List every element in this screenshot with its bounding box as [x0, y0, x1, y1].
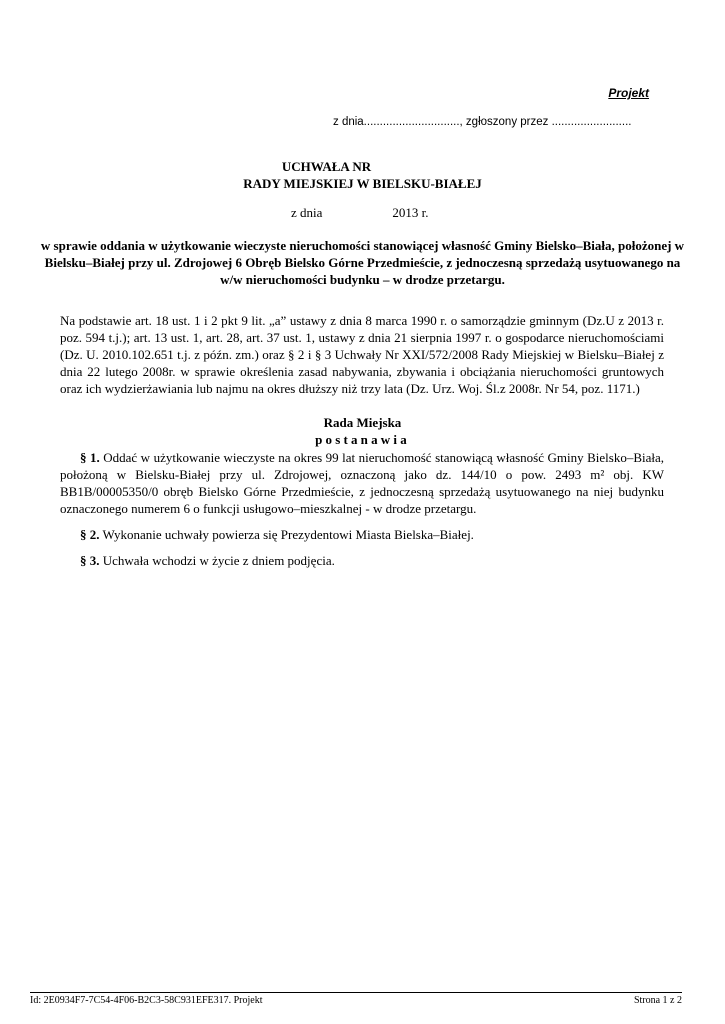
resolution-subject: w sprawie oddania w użytkowanie wieczyste nieruchomości stanowiącej własność Gminy Bielsko–Biała, położonej w Bielsku–Białej przy ul. Zdrojowej 6 Obręb Bielsko Górne Przedmieście, z jednoczesną sprzedażą usytuowanego na w/w nieruchomości budynku – w drodze przetargu. [40, 238, 685, 287]
resolution-number: UCHWAŁA NR [281, 159, 372, 174]
council-name: Rada Miejska [323, 415, 402, 430]
resolution-date [291, 205, 429, 221]
section-2-label: § 2. [80, 527, 100, 542]
resolution-heading [0, 158, 725, 192]
section-1-label: § 1. [80, 450, 100, 465]
date-prefix: z dnia [291, 205, 323, 220]
resolves-word: postanawia [315, 432, 410, 447]
resolution-sections [60, 449, 664, 578]
section-3-label: § 3. [80, 553, 100, 568]
section-3 [60, 552, 664, 569]
council-title: RADY MIEJSKIEJ W BIELSKU-BIAŁEJ [243, 176, 482, 191]
section-3-text: Uchwała wchodzi w życie z dniem podjęcia. [99, 553, 335, 568]
section-1 [60, 449, 664, 517]
date-year: 2013 r. [392, 205, 429, 220]
section-2 [60, 526, 664, 543]
footer-divider [30, 992, 682, 993]
page-number: Strona 1 z 2 [633, 995, 682, 1006]
document-id: Id: 2E0934F7-7C54-4F06-B2C3-58C931EFE317. Projekt [30, 995, 263, 1006]
submission-line: z dnia.............................., zgłoszony przez ......................... [333, 116, 632, 128]
legal-basis: Na podstawie art. 18 ust. 1 i 2 pkt 9 lit. „a” ustawy z dnia 8 marca 1990 r. o samorządzie gminnym (Dz.U z 2013 r. poz. 594 t.j.); art. 13 ust. 1, art. 28, art. 37 ust. 1, ustawy z dnia 21 sierpnia 1997 r. o gospodarce nieruchomościami (Dz. U. 2010.102.651 t.j. z późn. zm.) oraz § 2 i § 3 Uchwały Nr XXI/572/2008 Rady Miejskiej w Bielsku–Białej z dnia 22 lutego 2008r. w sprawie określenia zasad nabywania, zbywania i obciążania nieruchomości gruntowych oraz ich wydzierżawiania lub najmu na okres dłuższy niż trzy lata (Dz. Urz. Woj. Śl.z 2008r. Nr 54, poz. 1171.) [60, 313, 664, 396]
section-2-text: Wykonanie uchwały powierza się Prezydentowi Miasta Bielska–Białej. [99, 527, 474, 542]
section-1-text: Oddać w użytkowanie wieczyste na okres 99 lat nieruchomość stanowiącą własność Gminy Bielsko–Biała, położoną w Bielsku-Białej przy ul. Zdrojowej, oznaczoną jako dz. 144/10 o pow. 2493 m² obj. KW BB1B/00005350/0 obręb Bielsko Górne Przedmieście, z jednoczesną sprzedażą usytuowanego na niej budynku oznaczonego numerem 6 o funkcji usługowo–mieszkalnej - w drodze przetargu. [60, 450, 664, 516]
council-resolves [0, 414, 725, 448]
draft-label: Projekt [608, 86, 649, 100]
